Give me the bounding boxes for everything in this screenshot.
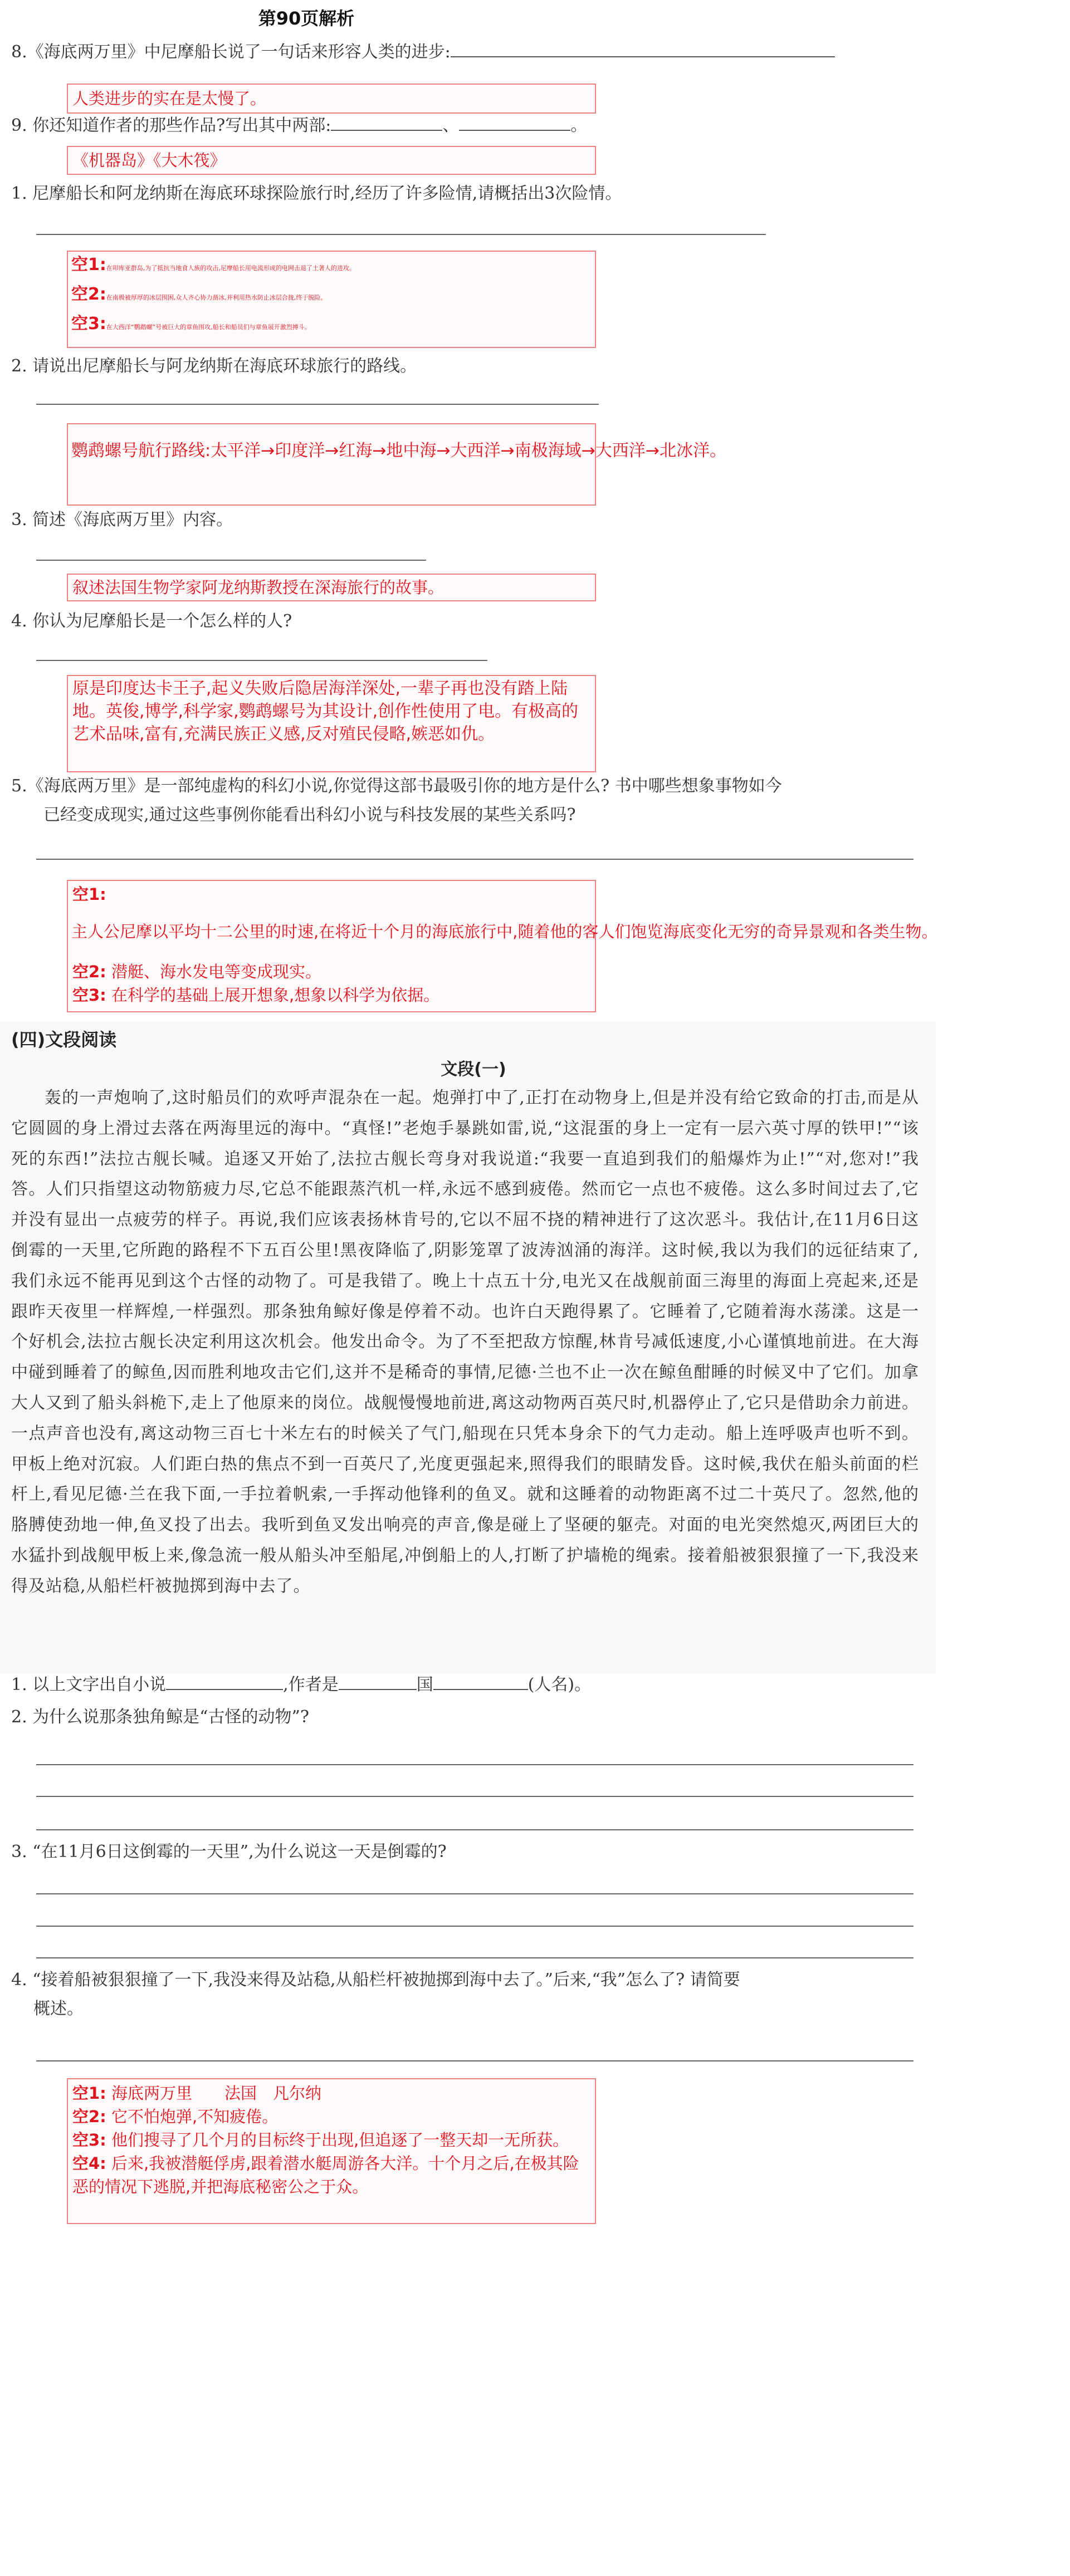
reading-question-1: 1. 以上文字出自小说 ,作者是 国 (人名)。 bbox=[11, 1675, 592, 1695]
answer-blank bbox=[339, 1688, 417, 1690]
answer-text: 原是印度达卡王子,起义失败后隐居海洋深处,一辈子再也没有踏上陆地。英俊,博学,科学家,鹦鹉螺号为其设计,创作性使用了电。有极高的艺术品味,富有,充满民族正义感,反对殖民侵略,嫉恶如仇。 bbox=[72, 679, 579, 744]
question-3-text: 3. 简述《海底两万里》内容。 bbox=[11, 510, 233, 530]
answer-label-1: 空1: bbox=[72, 885, 106, 904]
answer-line bbox=[36, 560, 426, 561]
answer-box-q4 bbox=[67, 675, 596, 772]
answer-line bbox=[36, 404, 599, 405]
answer-line bbox=[36, 1926, 913, 1927]
answer-row-2: 空2: 它不怕炮弹,不知疲倦。 bbox=[72, 2107, 279, 2126]
question-2-text: 2. 请说出尼摩船长与阿龙纳斯在海底环球旅行的路线。 bbox=[11, 356, 417, 376]
question-5-line-2: 已经变成现实,通过这些事例你能看出科幻小说与科技发展的某些关系吗? bbox=[43, 805, 576, 825]
separator: 、 bbox=[442, 116, 460, 135]
answer-row-3: 空3:在大西洋“鹦鹉螺”号被巨大的章鱼围攻,船长和船员们与章鱼展开激烈搏斗。 bbox=[71, 314, 311, 334]
answer-blank bbox=[331, 129, 442, 131]
answer-line bbox=[36, 234, 766, 235]
question-9-text: 9. 你还知道作者的那些作品?写出其中两部: bbox=[11, 116, 331, 135]
reading-question-4: 4. “接着船被狠狠撞了一下,我没来得及站稳,从船栏杆被抛掷到海中去了。”后来,“我”怎么了? 请简要 概述。 bbox=[11, 1970, 740, 2019]
question-1-text: 1. 尼摩船长和阿龙纳斯在海底环球探险旅行时,经历了许多险情,请概括出3次险情。 bbox=[11, 184, 622, 203]
question-5-line-1: 5.《海底两万里》是一部纯虚构的科幻小说,你觉得这部书最吸引你的地方是什么? 书中哪些想象事物如今 bbox=[11, 776, 782, 796]
answer-blank bbox=[166, 1688, 283, 1690]
answer-line bbox=[36, 1829, 913, 1830]
question-4 bbox=[11, 607, 292, 636]
answer-line bbox=[36, 1957, 913, 1958]
question-8-text: 8.《海底两万里》中尼摩船长说了一句话来形容人类的进步: bbox=[11, 42, 451, 62]
answer-line bbox=[36, 859, 913, 860]
answer-line bbox=[36, 660, 487, 661]
question-1 bbox=[11, 179, 622, 208]
answer-blank bbox=[433, 1688, 528, 1690]
answer-line bbox=[36, 1764, 913, 1765]
question-4-text: 4. 你认为尼摩船长是一个怎么样的人? bbox=[11, 611, 292, 631]
answer-line bbox=[36, 1893, 913, 1894]
answer-row-1: 空1:在叩库亚群岛,为了抵抗当地食人族的攻击,尼摩船长用电流形成的电网击退了土著人的进攻。 bbox=[71, 255, 355, 275]
answer-text: 《机器岛》《大木筏》 bbox=[72, 151, 226, 170]
answer-row-3: 空3: 他们搜寻了几个月的目标终于出现,但追逐了一整天却一无所获。 bbox=[72, 2131, 569, 2149]
punctuation: 。 bbox=[570, 116, 588, 135]
answer-box-q3 bbox=[67, 574, 596, 601]
passage-title: 文段(一) bbox=[441, 1060, 506, 1079]
passage-text: 轰的一声炮响了,这时船员们的欢呼声混杂在一起。炮弹打中了,正打在动物身上,但是并没有给它致命的打击,而是从它圆圆的身上滑过去落在两海里远的海中。“真怪!”老炮手暴跳如雷,说,“这混蛋的身上一定有一层六英寸厚的铁甲!”“该死的东西!”法拉古舰长喊。追逐又开始了,法拉古舰长弯身对我说道:“我要一直追到我们的船爆炸为止!”“对,您对!”我答。人们只指望这动物筋疲力尽,它总不能跟蒸汽机一样,永远不感到疲倦。然而它一点也不疲倦。这么多时间过去了,它并没有显出一点疲劳的样子。再说,我们应该表扬林肯号的,它以不屈不挠的精神进行了这次恶斗。我估计,在11月6日这倒霉的一天里,它所跑的路程不下五百公里!黑夜降临了,阴影笼罩了波涛汹涌的海洋。这时候,我以为我们的远征结束了,我们永远不能再见到这个古怪的动物了。可是我错了。晚上十点五十分,电光又在战舰前面三海里的海面上亮起来,还是跟昨天夜里一样辉煌,一样强烈。那条独角鲸好像是停着不动。也许白天跑得累了。它睡着了,它随着海水荡漾。这是一个好机会,法拉古舰长决定利用这次机会。他发出命令。为了不至把敌方惊醒,林肯号减低速度,小心谨慎地前进。在大海中碰到睡着了的鲸鱼,因而胜利地攻击它们,这并不是稀奇的事情,尼德·兰也不止一次在鲸鱼酣睡的时候叉中了它们。加拿大人又到了船头斜桅下,走上了他原来的岗位。战舰慢慢地前进,离这动物两百英尺时,机器停止了,它只是借助余力前进。一点声音也没有,离这动物三百七十米左右的时候关了气门,船现在只凭本身余下的气力走动。船上连呼吸声也听不到。甲板上绝对沉寂。人们距白热的焦点不到一百英尺了,光度更强起来,照得我们的眼睛发昏。这时候,我伏在船头前面的栏杆上,看见尼德·兰在我下面,一手拉着帆索,一手挥动他锋利的鱼叉。就和这睡着的动物距离不过二十英尺了。忽然,他的胳膊使劲地一伸,鱼叉投了出去。我听到鱼叉发出响亮的声音,像是碰上了坚硬的躯壳。对面的电光突然熄灭,两团巨大的水猛扑到战舰甲板上来,像急流一般从船头冲至船尾,冲倒船上的人,打断了护墙桅的绳索。接着船被狠狠撞了一下,我没来得及站稳,从船栏杆被抛掷到海中去了。 bbox=[11, 1088, 919, 1596]
answer-box-q5 bbox=[67, 880, 596, 1012]
answer-box-q1 bbox=[67, 251, 596, 348]
question-8 bbox=[11, 38, 835, 67]
answer-row-1: 空1: 海底两万里 法国 凡尔纳 bbox=[72, 2084, 322, 2103]
answer-text-q2: 鹦鹉螺号航行路线:太平洋→印度洋→红海→地中海→大西洋→南极海域→大西洋→北冰洋。 bbox=[71, 441, 727, 461]
reading-question-3: 3. “在11月6日这倒霉的一天里”,为什么说这一天是倒霉的? bbox=[11, 1842, 447, 1862]
answer-blank bbox=[451, 56, 835, 57]
answer-row-3: 空3: 在科学的基础上展开想象,想象以科学为依据。 bbox=[72, 986, 440, 1005]
question-5 bbox=[11, 772, 913, 830]
answer-row-2: 空2:在南极被厚厚的冰层围困,众人齐心协力凿冰,并利用热水防止冰层合拢,终于脱险。 bbox=[71, 285, 327, 304]
section-heading: (四)文段阅读 bbox=[11, 1029, 117, 1050]
question-2 bbox=[11, 352, 417, 381]
page-title: 第90页解析 bbox=[258, 8, 355, 29]
answer-box-reading bbox=[67, 2078, 596, 2224]
answer-line bbox=[36, 2060, 913, 2061]
answer-text: 人类进步的实在是太慢了。 bbox=[72, 89, 267, 108]
answer-box-q9 bbox=[67, 146, 596, 175]
reading-question-2: 2. 为什么说那条独角鲸是“古怪的动物”? bbox=[11, 1707, 309, 1727]
answer-blank bbox=[459, 129, 570, 131]
answer-box-q2 bbox=[67, 423, 596, 506]
answer-row-2: 空2: 潜艇、海水发电等变成现实。 bbox=[72, 962, 322, 981]
answer-line bbox=[36, 1796, 913, 1797]
question-3 bbox=[11, 506, 233, 535]
answer-box-q8 bbox=[67, 84, 596, 114]
answer-text: 叙述法国生物学家阿龙纳斯教授在深海旅行的故事。 bbox=[72, 578, 444, 597]
question-9 bbox=[11, 111, 587, 140]
answer-row-4: 空4: 后来,我被潜艇俘虏,跟着潜水艇周游各大洋。十个月之后,在极其险恶的情况下逃脱,并把海底秘密公之于众。 bbox=[72, 2154, 579, 2196]
answer-text-q5-1: 主人公尼摩以平均十二公里的时速,在将近十个月的海底旅行中,随着他的客人们饱览海底变化无穷的奇异景观和各类生物。 bbox=[71, 922, 938, 941]
